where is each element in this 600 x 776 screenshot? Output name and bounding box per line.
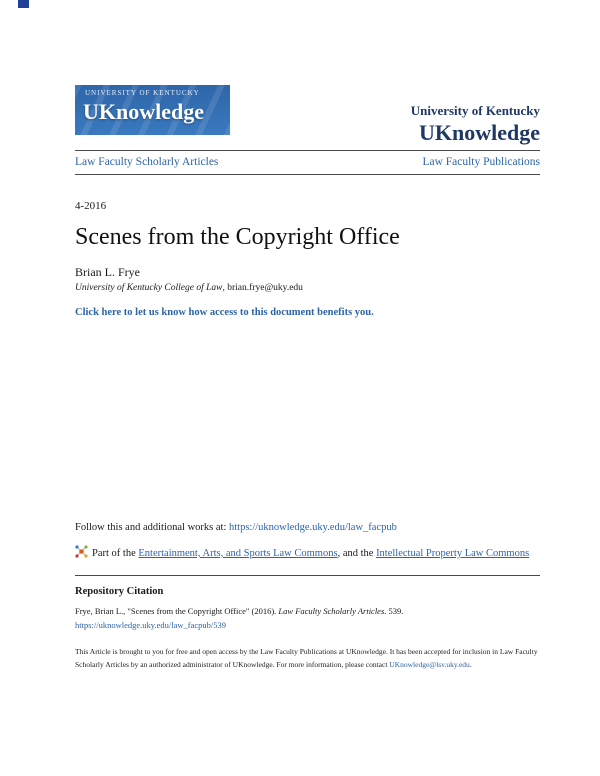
follow-section [75,520,540,564]
citation-url-link[interactable]: https://uknowledge.uky.edu/law_facpub/539 [75,619,227,630]
digital-commons-network-icon [75,545,88,564]
institution-block [411,103,540,146]
article-header [75,200,540,320]
navbar [75,150,540,175]
footer-text: This Article is brought to you for free and open access by the Law Faculty Publications at UKnowledge. It has been accepted for inclusion in Law Faculty Scholarly Articles by an authorized administrator of UKnowledge. For more information, please contact [75,647,538,669]
nav-link-faculty-publications[interactable]: Law Faculty Publications [422,156,540,168]
part-of-middle: , and the [337,547,377,559]
follow-line [75,520,540,536]
citation-part2: . 539. [384,606,404,616]
citation-url-line [75,620,540,630]
author-email[interactable]: brian.frye@uky.edu [227,283,303,293]
institution-repository: UKnowledge [419,120,540,145]
commons-link-entertainment[interactable]: Entertainment, Arts, and Sports Law Commons [138,547,338,559]
corner-mark [18,0,29,8]
institution-name: University of Kentucky [410,103,540,118]
follow-prefix: Follow this and additional works at: [75,522,229,533]
footer-contact-link[interactable]: UKnowledge@lsv.uky.edu [389,659,470,669]
logo-title: UKnowledge [83,99,204,124]
section-divider [75,575,540,576]
citation-part1: Frye, Brian L., "Scenes from the Copyright Office" (2016). [75,606,279,616]
benefit-survey-link[interactable]: Click here to let us know how access to this document benefits you. [75,307,374,318]
commons-link-intellectual-property[interactable]: Intellectual Property Law Commons [376,547,530,559]
citation-series-italic: Law Faculty Scholarly Articles [278,606,385,616]
affiliation-institution: University of Kentucky College of Law [75,283,223,293]
affiliation-separator: , [222,283,228,293]
citation-text [75,605,540,618]
article-title: Scenes from the Copyright Office [75,224,400,250]
part-of-prefix: Part of the [92,547,139,559]
repository-citation-section [75,586,540,630]
author-affiliation [75,283,540,293]
uknowledge-logo[interactable] [75,85,230,135]
footer-statement [75,646,540,672]
repository-citation-heading: Repository Citation [75,586,164,597]
logo-university-text: UNIVERSITY OF KENTUCKY [85,89,200,97]
part-of-line [75,545,540,564]
author-name: Brian L. Frye [75,265,140,279]
nav-link-scholarly-articles[interactable]: Law Faculty Scholarly Articles [75,156,219,168]
publication-date: 4-2016 [75,200,107,212]
series-url-link[interactable]: https://uknowledge.uky.edu/law_facpub [229,522,397,533]
footer-text-end: . [469,659,472,669]
